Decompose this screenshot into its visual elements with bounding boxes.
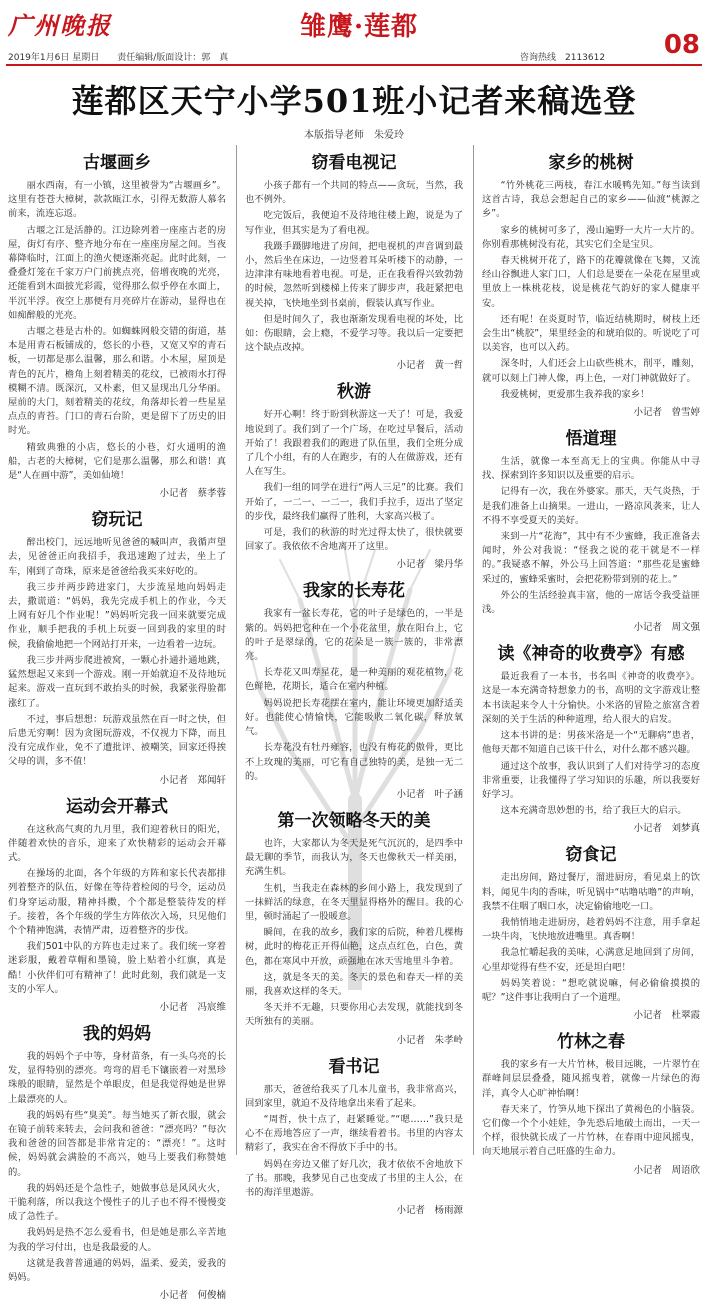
page-headline: 莲都区天宁小学501班小记者来稿选登 bbox=[71, 82, 637, 120]
article-paragraph: 古堰之江是活静的。江边除列着一座座古老的房屋，街灯有序、整齐地分布在一座座房屋之间。当夜幕降临时，江面上的渔火便逐渐亮起。此时此刻，一叠叠灯笼在千家万户门前挑点亮，倍增夜晚的光亮，还能看到木面披光彩霞，觉得那么似乎停在水面上，半沉半浮。夜空上那便有月亮碎片在游动，显得也在如痴醉般的光亮。 bbox=[8, 224, 226, 321]
article-title: 窃食记 bbox=[565, 845, 617, 866]
article-byline: 小记者 曾雪婷 bbox=[633, 407, 700, 419]
article-paragraph: 深冬时，人们还会上山砍些桃木，削平，雕刻，就可以刻上门神人像，再上色，一对门神就做好了。 bbox=[482, 358, 700, 384]
article-paragraph: 我三步并两步爬进被窝，一颗心扑通扑通地跳，猛然想起又来到一个游戏。刚一开始就迫不及待地玩起来。游戏一直玩到不敢抬头的时候，我紧张得脸都涨红了。 bbox=[8, 654, 226, 709]
article-paragraph: 我的妈妈还是个急性子，她做事总是风风火火，干脆利落，所以我这个慢性子的儿子也不得不慢慢变成了急性子。 bbox=[8, 1182, 226, 1223]
section-title: 雏鹰·莲都 bbox=[300, 12, 419, 42]
article bbox=[8, 792, 226, 1013]
article-paragraph: 生活，就像一本至高无上的宝典。你能从中寻找、探索到许多知识以及重要的启示。 bbox=[482, 456, 700, 482]
article-byline: 小记者 朱孝岭 bbox=[396, 1034, 463, 1046]
article-paragraph: 小孩子都有一个共同的特点——贪玩，当然，我也不例外。 bbox=[245, 180, 463, 206]
column-divider bbox=[473, 145, 474, 1155]
article-paragraph: “竹外桃花三两枝，春江水暖鸭先知。”每当读到这首古诗，我总会想起自己的家乡——仙渡“桃源之乡”。 bbox=[482, 180, 700, 220]
article bbox=[482, 424, 700, 633]
article-paragraph: 春天来了，竹笋从地下探出了黄褐色的小脑袋。它们像一个个小娃娃，争先恐后地破土而出，一天一个样，很快就长成了一片竹林，在春雨中迎风摇曳，向天地展示着自己旺盛的生命力。 bbox=[482, 1103, 700, 1158]
article-byline: 小记者 梁丹华 bbox=[396, 559, 463, 571]
article-paragraph: 瞬间，在我的故乡，我们家的后院，种着几棵梅树，此时的梅花正开得仙艳，这点点红色，白色，黄色，都在寒风中开放，顽强地在冰天雪地里斗争着。 bbox=[245, 927, 463, 967]
article-paragraph: 最近我看了一本书，书名叫《神奇的收费亭》。这是一本充满奇特想象力的书，高明的文字游戏让整本书读起来令人十分愉快。小米洛的冒险之旅富含着深刻的关于生活的种种道理，给人很大的启发。 bbox=[482, 671, 700, 725]
article-byline: 小记者 周语欣 bbox=[633, 1164, 700, 1176]
article-byline: 小记者 杜翠霞 bbox=[633, 1010, 700, 1022]
article bbox=[245, 806, 463, 1046]
article bbox=[245, 148, 463, 371]
article-paragraph: 记得有一次，我在外婆家。那天，天气炎热，于是我们准备上山摘果。一进山，一路凉风袭来，让人不得不享受夏天的美好。 bbox=[482, 486, 700, 526]
article-paragraph: 妈妈在旁边又催了好几次，我才依依不舍地放下了书。那晚，我梦见自己也变成了书里的主人公，在书的海洋里遨游。 bbox=[245, 1158, 463, 1198]
article-paragraph: 春天桃树开花了，路下的花瓣就像在飞舞，又流经山谷飘进人家门口，人们总是要在一朵花在屋里或里放上一株桃花枝，说是桃花气韵好的家人健康平安。 bbox=[482, 255, 700, 309]
article-byline: 小记者 黄一哲 bbox=[396, 360, 463, 372]
article-byline: 小记者 叶子涵 bbox=[396, 788, 463, 800]
article-title: 读《神奇的收费亭》有感 bbox=[497, 644, 685, 665]
article-paragraph: 在这秋高气爽的九月里，我们迎着秋日的阳光，伴随着欢快的音乐，迎来了欢快精彩的运动会开幕式。 bbox=[8, 823, 226, 863]
article bbox=[482, 639, 700, 834]
article bbox=[245, 576, 463, 799]
article-paragraph: “周哲，快十点了，赶紧睡觉。”“嗯……”我只是心不在焉地答应了一声，继续看着书。书里的内容太精彩了，我实在舍不得放下手中的书。 bbox=[245, 1113, 463, 1154]
article bbox=[245, 1052, 463, 1217]
article-paragraph: 这，就是冬天的美。冬天的景色和春天一样的美丽，我喜欢这样的冬天。 bbox=[245, 971, 463, 997]
article-paragraph: 好开心啊！终于盼到秋游这一天了！可是，我爱地说到了。我们到了一个广场，在吃过早餐后，活动开始了！我跟着我们的跑进了队伍里，我们全班分成了几个小组，有的人在跑步，有的人在做游戏，还有人在写生。 bbox=[245, 409, 463, 478]
article-byline: 小记者 蔡孝蓉 bbox=[159, 488, 226, 500]
supervisor-line: 本版指导老师 朱爱玲 bbox=[304, 130, 404, 141]
article-paragraph: 在操场的北面，各个年级的方阵和家长代表都排列着整齐的队伍，好像在等待着检阅的号令，运动员们身穿运动服，精神抖擞，个个都是整装待发的样子。接着，各个年级的学生方阵依次入场，只见他们个个精神饱满，表情严肃，迈着整齐的步伐。 bbox=[8, 868, 226, 936]
article-paragraph: 还有呢！在炎夏时节，临近结桃期时，树枝上还会生出“桃胶”，果里经金的和琥珀似的。听说吃了可以美容，也可以入药。 bbox=[482, 313, 700, 354]
article-paragraph: 我们501中队的方阵也走过来了。我们统一穿着迷彩服，戴着草帽和墨镜，脸上贴着小红旗，真是酷！小伙伴们可有精神了！此时此刻，我们就是一支支的小军人。 bbox=[8, 941, 226, 995]
article-paragraph: 也许，大家都认为冬天是死气沉沉的，是四季中最无聊的季节，而我认为，冬天也像秋天一样美丽，充满生机。 bbox=[245, 837, 463, 878]
article-paragraph: 这本充满奇思妙想的书，给了我巨大的启示。 bbox=[500, 805, 687, 817]
article-paragraph: 我蹑手蹑脚地进了房间，把电视机的声音调到最小，然后坐在床边，一边竖着耳朵听楼下的动静，一边津津有味地看着电视。可是，正在我看得兴致勃勃的时候，忽然听到楼梯上传来了脚步声，我赶紧把电视关掉，飞快地坐到书桌前，假装认真写作业。 bbox=[245, 240, 463, 309]
masthead bbox=[0, 0, 708, 62]
article-paragraph: 妈妈笑着说：“想吃就说嘛，何必偷偷摸摸的呢？”这件事让我明白了一个道理。 bbox=[482, 977, 700, 1003]
article-paragraph: 我急忙嚼起我的美味，心满意足地回到了房间，心里却觉得有些不安，还是坦白吧！ bbox=[482, 947, 700, 973]
article-byline: 小记者 冯宸维 bbox=[159, 1001, 226, 1013]
date-line bbox=[8, 50, 228, 63]
article-byline: 小记者 刘梦真 bbox=[633, 823, 700, 835]
article-paragraph: 长寿花又叫寿星花，是一种美丽的观花植物，花色鲜艳，花期长，适合在室内种植。 bbox=[245, 667, 463, 693]
article-paragraph: 走出房间，路过餐厅，溜进厨房，看见桌上的饮料，闻见牛肉的香味，听见锅中“咕噜咕噜”的声响，我禁不住咽了咽口水，决定偷偷地吃一口。 bbox=[482, 872, 700, 912]
article-paragraph: 不过，事后想想：玩游戏虽然在百一时之快，但后患无穷啊！因为贪图玩游戏，不仅视力下降，而且没有完成作业，免不了遭批评、被嘲笑，回家还得挨父母的训，多不值！ bbox=[8, 713, 226, 768]
article-title: 窃看电视记 bbox=[311, 153, 397, 173]
article bbox=[8, 505, 226, 785]
article-paragraph: 冬天并不无趣，只要你用心去发现，就能找到冬天所独有的美丽。 bbox=[245, 1002, 463, 1028]
article-title: 竹林之春 bbox=[557, 1032, 625, 1053]
article-paragraph: 我家有一盆长寿花，它的叶子是绿色的，一半是紫的。妈妈把它种在一个小花盆里，放在阳台上，它的叶子是翠绿的，它的花朵是一簇一簇的，非常漂亮。 bbox=[245, 608, 463, 663]
article-title: 窃玩记 bbox=[91, 510, 143, 531]
article-paragraph: 长寿花没有牡丹雍容，也没有梅花的傲骨，更比不上玫瑰的美丽，可它有自己独特的美，是独一无二的。 bbox=[245, 742, 463, 782]
column-3 bbox=[482, 142, 700, 1180]
article bbox=[8, 148, 226, 499]
article-byline: 小记者 周文强 bbox=[633, 622, 700, 634]
article-paragraph: 我的家乡有一大片竹林，极目远眺，一片翠竹在群峰间层层叠叠，随风摇曳着，就像一片绿色的海洋，真令人心旷神怡啊！ bbox=[482, 1059, 700, 1099]
article-paragraph: 我的妈妈有些“臭美”。每当她买了新衣服，就会在镜子前转来转去，会问我和爸爸：“漂亮吗？”每次我和爸爸的回答都是非常肯定的：“漂亮！”。这时候，妈妈就会满脸的不高兴，她马上要我们称赞她的。 bbox=[8, 1109, 226, 1178]
article-title: 家乡的桃树 bbox=[548, 153, 634, 173]
article bbox=[482, 148, 700, 418]
article-paragraph: 醉出校门，远远地听见爸爸的喊叫声，我循声望去，见爸爸正向我招手，我迅速跑了过去，坐上了车，刚到了奇珠，原来是爸爸给我买来好吃的。 bbox=[8, 537, 226, 577]
article-paragraph: 我悄悄地走进厨房，趁着妈妈不注意，用手拿起一块牛肉，飞快地放进嘴里。真香啊！ bbox=[482, 916, 700, 943]
article-paragraph: 但是时间久了，我也渐渐发现看电视的坏处，比如：伤眼睛，会上瘾，不爱学习等。我以后一定要把这个缺点改掉。 bbox=[245, 313, 463, 354]
article-paragraph: 我爱桃树，更爱那生我养我的家乡！ bbox=[500, 388, 650, 400]
article-title: 悟道理 bbox=[565, 429, 617, 450]
article-paragraph: 古堰之巷是古朴的。如蜘蛛网般交错的街道，基本是用青石板铺成的，悠长的小巷，又宽又窄的青石板，一切都是那么温馨，那么和谐。小木屋，屋顶是青色的瓦片，檐角上刻着精美的花纹，已被雨水打得模糊不清。既深沉，又朴素，但又显现出几分华丽。屋前的大门，刻着精美的花纹，角落却长着一些星星点点的青苔。门口的青石台阶，更是留下了历史的旧时光。 bbox=[8, 326, 226, 437]
header-divider bbox=[6, 64, 702, 66]
article-paragraph: 这本书讲的是：男孩米洛是一个“无聊病”患者，他每天都不知道自己该干什么，对什么都不感兴趣。 bbox=[482, 730, 700, 756]
article bbox=[245, 377, 463, 570]
article-paragraph: 吃完饭后，我便迫不及待地往楼上跑，说是为了写作业，但其实是为了看电视。 bbox=[245, 210, 463, 236]
column-1 bbox=[8, 142, 226, 1305]
article-paragraph: 我三步并两步跨进家门，大步流星地向妈妈走去，撒谎道：“妈妈，我先完成手机上的作业，今天上网有好几个作业呢！”妈妈听完我一回来就要完成作业，顺手把我的手机上玩耍一回到我的家里的时候，我偷偷地把一个网站打开来，一边看着一边玩。 bbox=[8, 581, 226, 650]
article-title: 第一次领略冬天的美 bbox=[277, 810, 431, 831]
article-byline: 小记者 杨雨源 bbox=[396, 1205, 463, 1217]
date-text: 2019年1月6日 星期日 bbox=[8, 53, 100, 63]
article-paragraph: 这就是我普普通通的妈妈，温柔、爱美，爱我的妈妈。 bbox=[8, 1257, 226, 1283]
article-byline: 小记者 郑闻轩 bbox=[159, 774, 226, 786]
paper-name-logo: 广州晚报 bbox=[8, 11, 112, 40]
article-byline: 小记者 何俊楠 bbox=[159, 1290, 226, 1302]
article bbox=[482, 840, 700, 1021]
article-paragraph: 家乡的桃树可多了，漫山遍野一大片一大片的。你别看那桃树没有花，其实它们全是宝贝。 bbox=[482, 224, 700, 250]
article bbox=[8, 1019, 226, 1301]
article-paragraph: 可是，我们的秋游的时光过得太快了，很快就要回家了。我依依不舍地离开了这里。 bbox=[245, 527, 463, 553]
article-paragraph: 来到一片“花海”，其中有不少蜜蜂，我正准备去闻时，外公对我说：“怪我之说的花干就是不一样的。”我疑惑不解，外公马上回答道：“那些花是蜜蜂采过的，蜜蜂采蜜时，会把花粉带到别的花上。” bbox=[482, 531, 700, 585]
editor-text: 责任编辑/版面设计：郭 真 bbox=[117, 53, 229, 63]
article-title: 运动会开幕式 bbox=[66, 796, 168, 817]
article-paragraph: 精致典雅的小店，悠长的小巷，灯火通明的渔船，古老的大樟树，它们是那么温馨，那么和谐！真是“人在画中游”，美如仙境！ bbox=[8, 441, 226, 482]
article-paragraph: 我的妈妈个子中等，身材苗条，有一头乌亮的长发，显得特别的漂亮。弯弯的眉毛下镶嵌着一对黑珍珠般的眼睛，显然是个单眼皮，但是我觉得她是世界上最漂亮的人。 bbox=[8, 1050, 226, 1105]
article bbox=[482, 1027, 700, 1175]
article-title: 我家的长寿花 bbox=[303, 581, 405, 602]
column-divider bbox=[236, 145, 237, 1155]
article-paragraph: 外公的生活经验真丰富，他的一席话令我受益匪浅。 bbox=[482, 589, 700, 616]
page-number: 08 bbox=[663, 30, 700, 60]
article-paragraph: 我妈妈是热不怎么爱看书，但是她是那么辛苦地为我的学习付出，也是我最爱的人。 bbox=[8, 1227, 226, 1253]
article-title: 我的妈妈 bbox=[83, 1023, 151, 1044]
column-2 bbox=[245, 142, 463, 1220]
article-paragraph: 通过这个故事，我认识到了人们对待学习的态度非常重要，让我懂得了学习知识的乐趣，所以我要好好学习。 bbox=[482, 760, 700, 800]
article-paragraph: 妈妈说把长寿花摆在室内，能让环境更加舒适美好。也能使心情愉快，它能吸收二氧化碳，释放氧气。 bbox=[245, 697, 463, 738]
article-paragraph: 丽水西南，有一小镇，这里被誉为“古堰画乡”。这里有苍苍大樟树，款款瓯江水，引得无数游人慕名前来，流连忘返。 bbox=[8, 180, 226, 220]
article-title: 看书记 bbox=[328, 1056, 380, 1077]
article-paragraph: 我们一组的同学在进行“两人三足”的比赛。我们开始了，一二一、一二一，我们手拉手，迈出了坚定的步伐，最终我们赢得了胜利，大家高兴极了。 bbox=[245, 482, 463, 522]
article-paragraph: 生机，当我走在森林的乡间小路上，我发现到了一抹鲜活的绿意，在冬天里显得格外的醒目。我的心里，顿时涌起了一股暖意。 bbox=[245, 882, 463, 922]
article-title: 古堰画乡 bbox=[83, 153, 151, 173]
article-title: 秋游 bbox=[337, 382, 371, 403]
hotline: 咨询热线 2113612 bbox=[520, 53, 606, 63]
article-paragraph: 那天，爸爸给我买了几本儿童书，我非常高兴，回到家里，就迫不及待地拿出来看了起来。 bbox=[245, 1083, 463, 1109]
